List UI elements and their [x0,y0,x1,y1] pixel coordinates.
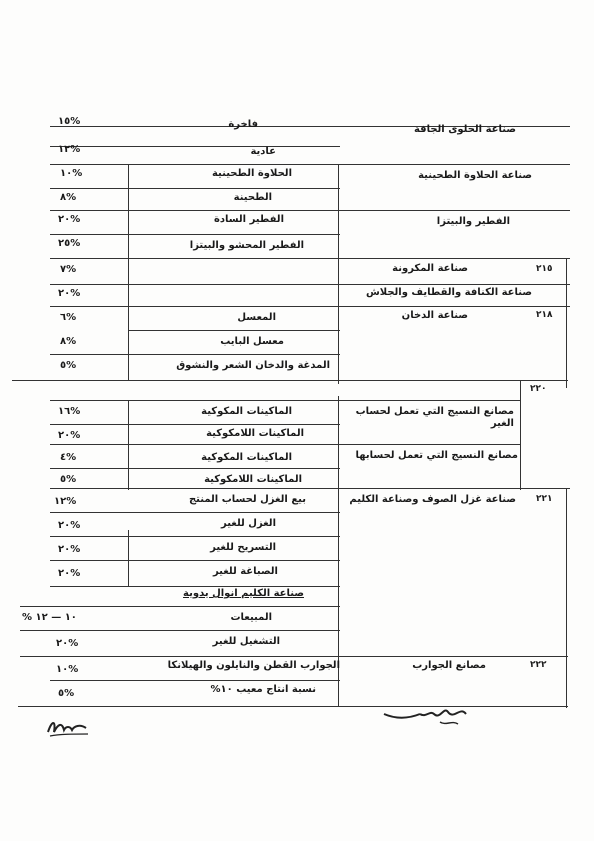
table-rule [50,400,520,401]
item-code: ٢١٥ [536,264,553,274]
category-label: المدغة والدخان الشعر والنشوق [176,360,330,371]
industry-label: مصانع النسيج التي تعمل لحساب الغير [355,406,514,429]
industry-label: صناعة الكنافة والقطايف والجلاش [365,287,532,298]
table-rule [50,468,340,469]
item-code: ٢٢٠ [530,384,547,394]
category-label: المعسل [237,312,276,323]
category-label: الجوارب القطن والنايلون والهيلانكا [167,660,340,671]
table-rule [50,536,340,537]
industry-label: صناعة الحلاوة الطحينية [418,170,532,181]
percentage-value: %٢٠ [58,568,81,579]
percentage-value: %٨ [60,192,77,203]
table-rule [50,586,340,587]
percentage-value: ١٠ — ١٢ % [22,612,77,623]
table-rule [50,680,340,681]
table-rule [50,424,340,425]
table-rule [566,488,567,708]
percentage-value: %١٢ [58,144,81,155]
category-label: عادية [250,146,276,157]
percentage-value: %١٢ [54,496,77,507]
category-label: الماكينات اللامكوكية [206,428,304,439]
item-code: ٢٢١ [536,494,553,504]
percentage-value: %٧ [60,264,77,275]
category-label: الطحينة [233,192,272,203]
signature-right [380,702,470,730]
table-rule [50,560,340,561]
table-rule [128,400,129,490]
table-rule [128,330,340,331]
category-label: الغزل للغير [221,518,276,529]
percentage-value: %١٠ [56,664,79,675]
industry-label: الفطير والبيتزا [436,216,510,227]
percentage-value: %١٥ [58,116,81,127]
table-rule [50,512,340,513]
section-heading: صناعة الكليم انوال يدوية [183,588,304,599]
percentage-value: %١٠ [60,168,83,179]
table-rule [50,444,520,445]
category-label: نسبة انتاج معيب ١٠% [210,684,316,695]
percentage-value: %١٦ [58,406,81,417]
percentage-value: %٤ [60,452,77,463]
signature-left [44,712,94,740]
table-rule [50,234,340,235]
category-label: الفطير المحشو والبيتزا [189,240,304,251]
percentage-value: %٢٠ [58,430,81,441]
category-label: معسل البايب [220,336,284,347]
percentage-value: %٢٠ [56,638,79,649]
table-rule [20,606,340,607]
percentage-value: %٨ [60,336,77,347]
percentage-value: %٢٥ [58,238,81,249]
category-label: الماكينات المكوكية [201,406,292,417]
category-label: الماكينات اللامكوكية [204,474,302,485]
table-rule [50,354,340,355]
category-label: التشغيل للغير [212,636,280,647]
industry-label: صناعة الحلوى الجافة [413,124,516,135]
table-rule [12,380,568,381]
industry-label: مصانع النسيج التي تعمل لحسابها [355,450,518,461]
category-label: المبيعات [230,612,272,623]
percentage-value: %٢٠ [58,214,81,225]
table-rule [20,656,568,657]
table-rule [18,706,568,707]
table-rule [50,146,340,147]
item-code: ٢١٨ [536,310,553,320]
category-label: الفطير السادة [213,214,284,225]
percentage-value: %٢٠ [58,520,81,531]
table-rule [566,258,567,388]
category-label: بيع الغزل لحساب المنتج [188,494,306,505]
item-code: ٢٢٢ [530,660,547,670]
category-label: الماكينات المكوكية [201,452,292,463]
category-label: الحلاوة الطحينية [211,168,292,179]
table-rule [20,630,340,631]
table-rule [520,380,521,490]
industry-label: صناعة الدخان [401,310,468,321]
industry-label: صناعة المكرونة [392,263,468,274]
industry-label: صناعة غزل الصوف وصناعة الكليم [349,494,516,505]
table-rule [338,164,339,384]
percentage-value: %٦ [60,312,77,323]
percentage-value: %٥ [60,474,77,485]
percentage-value: %٥ [58,688,75,699]
category-label: الصباغة للغير [212,566,278,577]
percentage-value: %٥ [60,360,77,371]
percentage-value: %٢٠ [58,288,81,299]
table-rule [50,188,340,189]
table-rule [128,164,129,380]
industry-label: مصانع الجوارب [412,660,486,671]
percentage-value: %٢٠ [58,544,81,555]
table-rule [128,530,129,586]
category-label: فاخرة [228,119,258,130]
category-label: التسريح للغير [210,542,276,553]
